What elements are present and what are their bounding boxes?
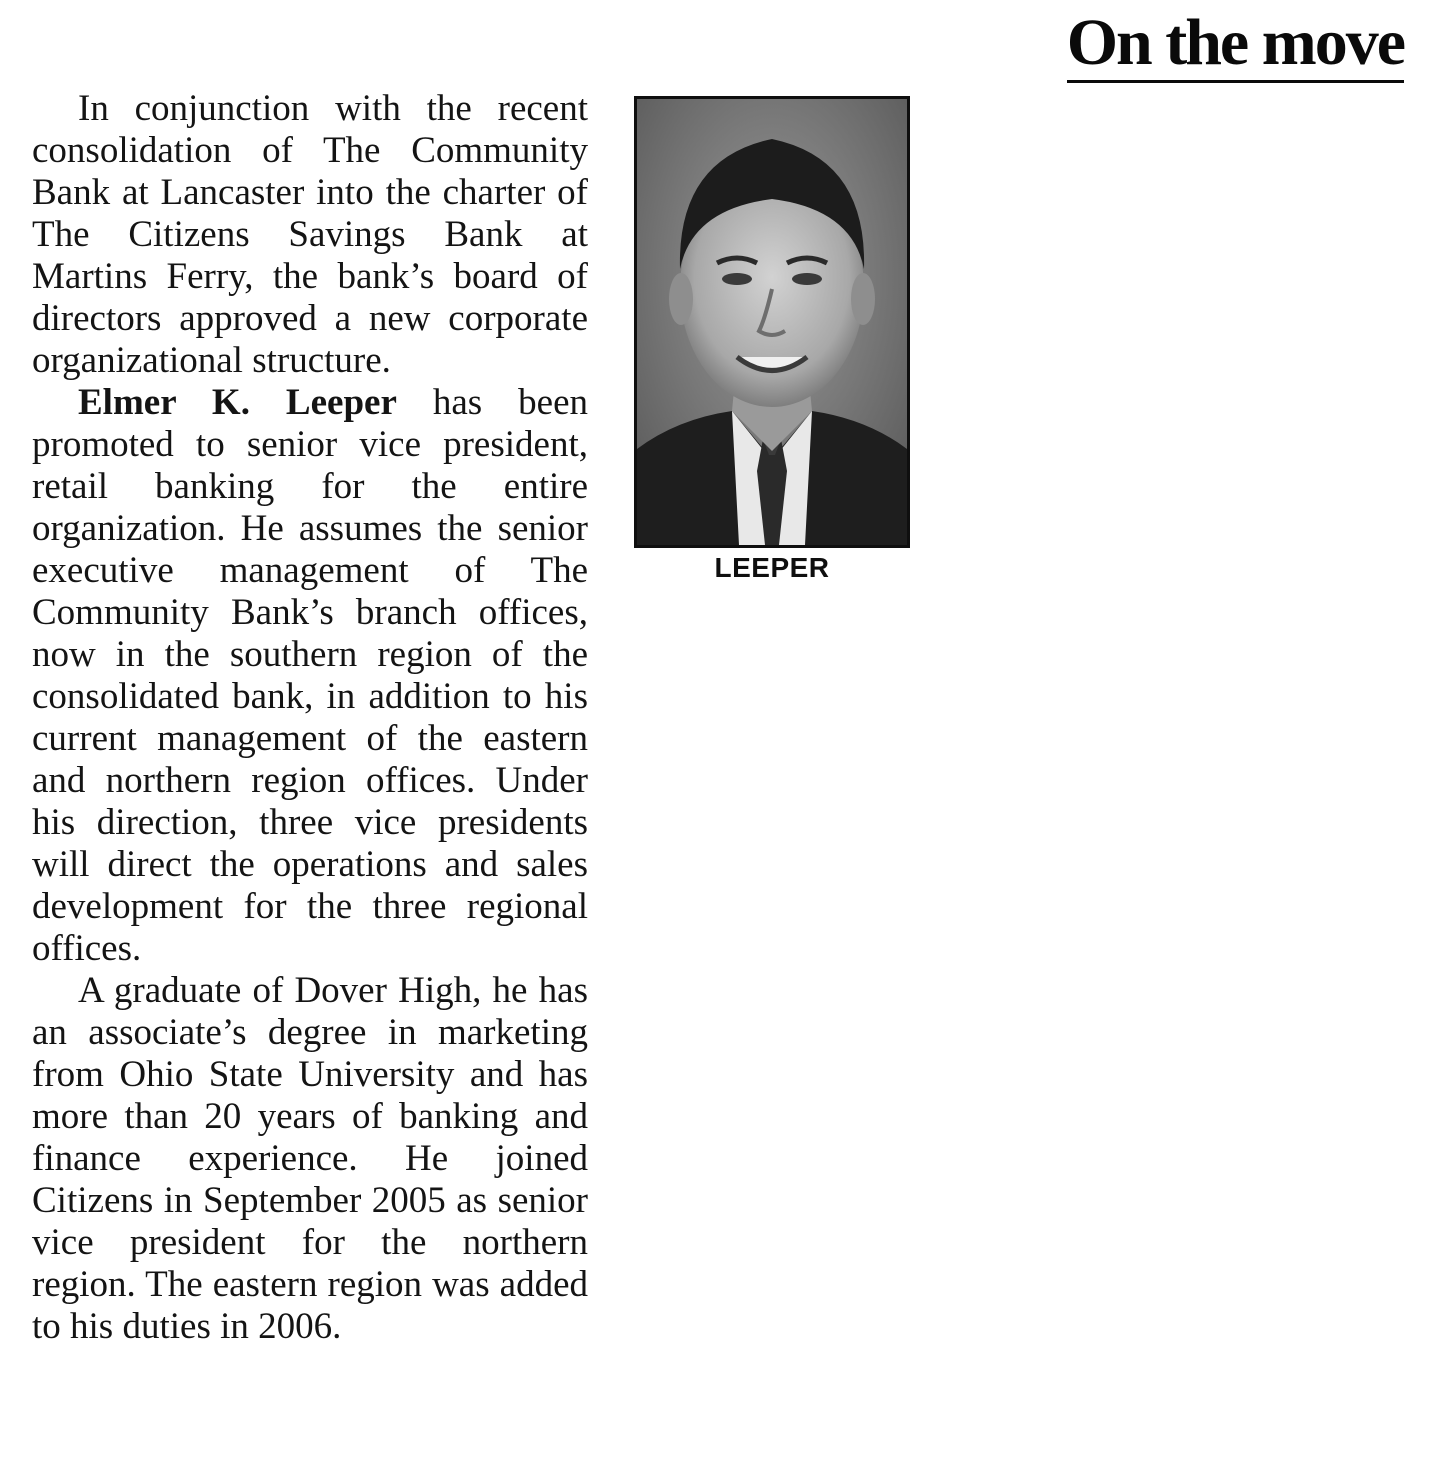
photo-caption: LEEPER [714,552,830,583]
article-body [32,88,588,1348]
article-paragraph-text: has been promoted to senior vice president, retail banking for the entire organization. He assumes the senior executive management of The Community Bank’s branch offices, now in the southern region of the consolidated bank, in addition to his current management of the eastern and northern region offices. Under his direction, three vice presidents will direct the operations and sales development for the three regional offices. [32,382,589,969]
portrait-illustration [637,99,907,545]
article-paragraph: In conjunction with the recent consolidation of The Community Bank at Lancaster into the charter of The Citizens Savings Bank at Martins Ferry, the bank’s board of directors approved a new corporate organizational structure. [32,88,588,381]
article-paragraph [32,382,588,970]
section-header [1066,6,1404,83]
person-name: Elmer K. Leeper [78,382,397,423]
portrait-photo [634,96,910,548]
article-paragraph: A graduate of Dover High, he has an associate’s degree in marketing from Ohio State University and has more than 20 years of banking and finance experience. He joined Citizens in September 2005 as senior vice president for the northern region. The eastern region was added to his duties in 2006. [32,970,588,1347]
section-title: On the move [1067,10,1404,83]
